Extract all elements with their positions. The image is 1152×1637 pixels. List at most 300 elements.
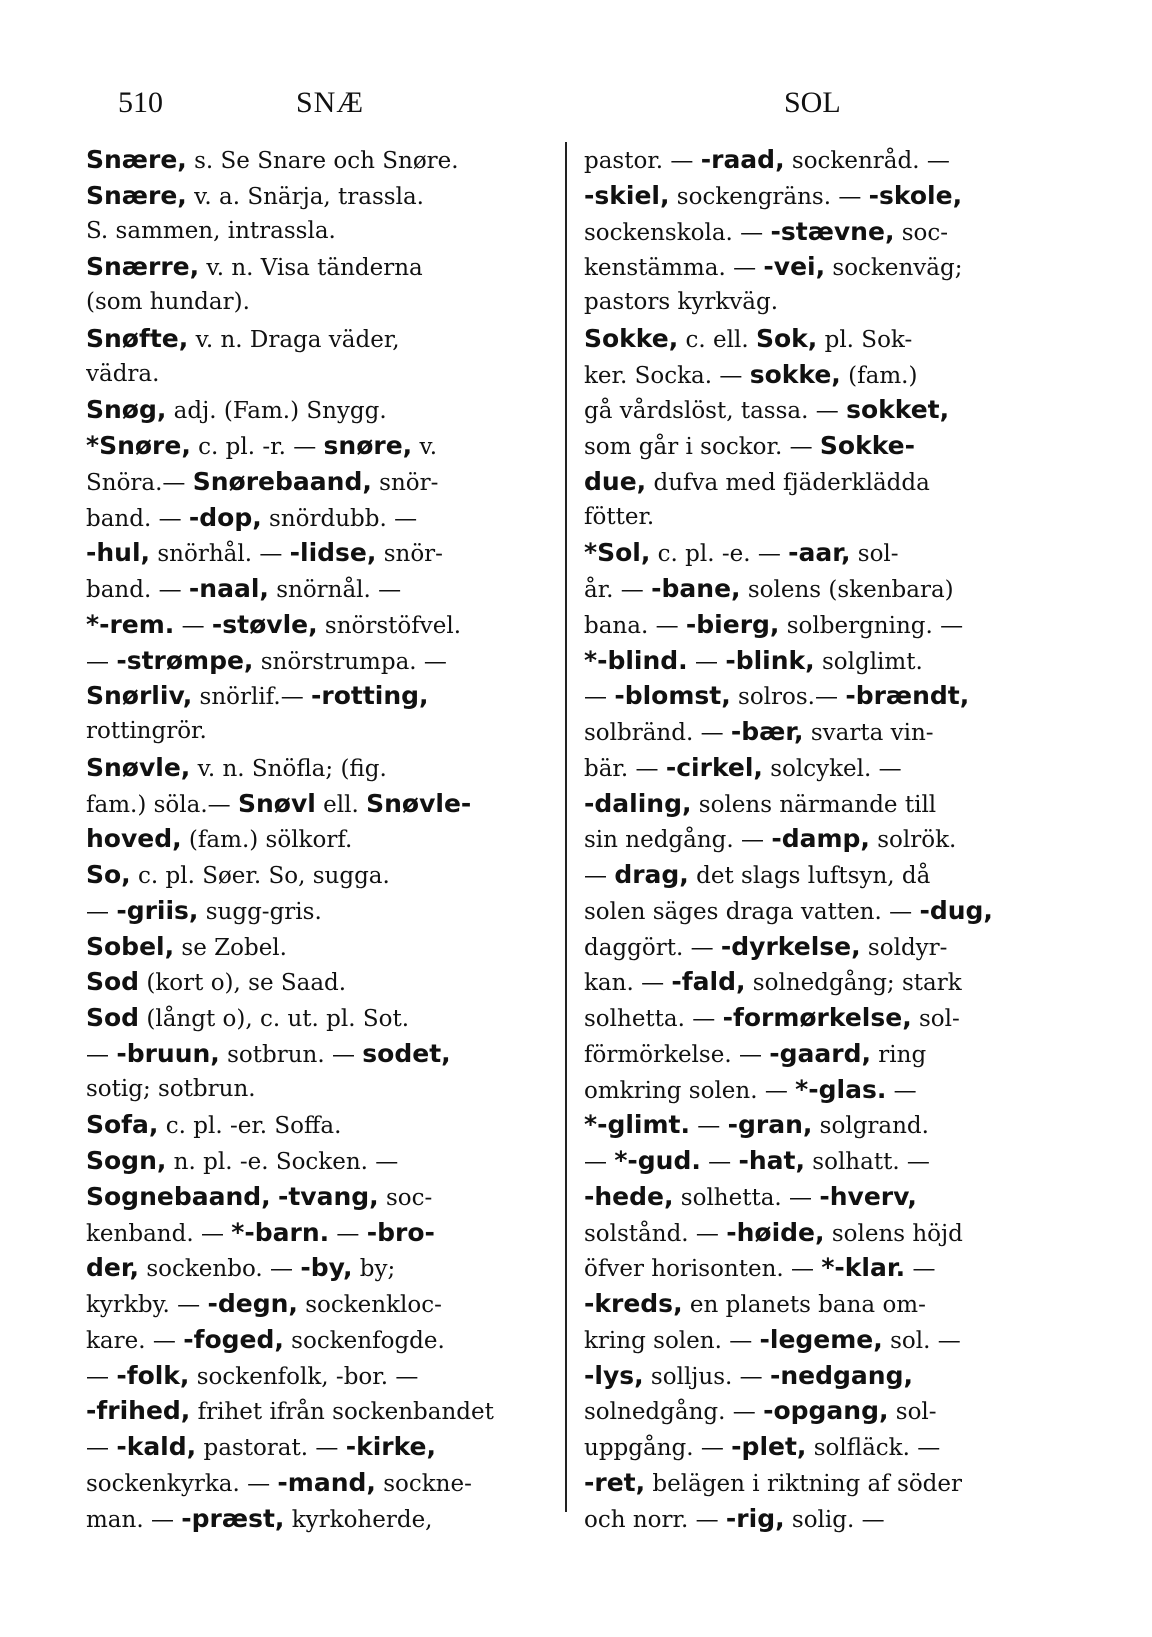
- definition-text: kenstämma. —: [584, 255, 764, 282]
- headword: -blink,: [725, 645, 815, 675]
- definition-text: öfver horisonten. —: [584, 1256, 822, 1283]
- definition-text: (kort o), se Saad.: [139, 970, 347, 997]
- dictionary-line: [86, 178, 534, 214]
- dictionary-line: [584, 321, 1054, 357]
- dictionary-line: [86, 1072, 534, 1108]
- dictionary-line: [86, 1036, 534, 1072]
- headword: Sod: [86, 1003, 140, 1032]
- definition-text: —: [86, 898, 117, 925]
- headword: -strømpe,: [116, 645, 254, 675]
- definition-text: belägen i riktning af söder: [645, 1470, 963, 1497]
- definition-text: (fam.) sölkorf.: [181, 827, 353, 854]
- definition-text: sotbrun. —: [219, 1041, 363, 1068]
- dictionary-line: [86, 821, 534, 857]
- headword: -lys,: [584, 1360, 644, 1390]
- definition-text: solhatt. —: [804, 1149, 930, 1175]
- headword: -hul,: [86, 538, 151, 568]
- dictionary-line: [86, 1393, 534, 1429]
- definition-text: —: [86, 1435, 117, 1461]
- definition-text: —: [174, 612, 212, 639]
- dictionary-line: [86, 893, 534, 929]
- headword: -hverv,: [819, 1181, 917, 1211]
- headword: Snørebaand,: [192, 466, 372, 496]
- headword: Snære,: [86, 145, 187, 174]
- dictionary-line: [584, 821, 1054, 857]
- definition-text: solig. —: [784, 1506, 885, 1533]
- definition-text: sugg-gris.: [198, 898, 322, 925]
- headword: *-gud.: [614, 1146, 701, 1175]
- page-header: [118, 86, 1044, 126]
- definition-text: kyrkoherde,: [284, 1506, 433, 1533]
- dictionary-line: [86, 1215, 534, 1251]
- headword: Snøvle-: [366, 788, 472, 818]
- definition-text: man. —: [86, 1506, 182, 1533]
- dictionary-line: [584, 1429, 1054, 1465]
- headword: Sokke,: [584, 323, 679, 353]
- definition-text: se Zobel.: [174, 934, 287, 961]
- definition-text: kan. —: [584, 970, 672, 997]
- column-divider: [565, 142, 567, 1512]
- headword: -folk,: [116, 1360, 190, 1390]
- headword: -kald,: [116, 1432, 197, 1461]
- headword: -formørkelse,: [722, 1003, 912, 1032]
- dictionary-line: [86, 1250, 534, 1286]
- definition-text: —: [886, 1077, 917, 1104]
- headword: -nedgang,: [769, 1360, 913, 1390]
- headword: -legeme,: [759, 1324, 883, 1354]
- definition-text: snörstrumpa. —: [253, 648, 447, 675]
- definition-text: sol-: [888, 1399, 937, 1426]
- definition-text: —: [689, 1113, 728, 1140]
- definition-text: sockengräns. —: [669, 183, 869, 210]
- definition-text: sockenfogde.: [283, 1327, 445, 1354]
- definition-text: —: [584, 863, 615, 889]
- definition-text: solrök.: [869, 827, 957, 854]
- headword: -damp,: [771, 824, 870, 854]
- dictionary-line: [86, 1143, 534, 1179]
- headword: snøre,: [323, 431, 413, 460]
- headword: -dop,: [188, 502, 262, 532]
- right-column: [584, 142, 1054, 1536]
- left-guide-word: SNÆ: [296, 86, 365, 119]
- definition-text: sockenskola. —: [584, 219, 771, 246]
- headword: -gran,: [727, 1110, 813, 1140]
- definition-text: solhetta. —: [584, 1006, 723, 1032]
- dictionary-line: [86, 285, 534, 321]
- definition-text: ring: [871, 1041, 927, 1068]
- dictionary-line: [584, 214, 1054, 250]
- headword: -fald,: [671, 967, 746, 997]
- definition-text: c. pl. -e. —: [650, 541, 789, 568]
- dictionary-line: [86, 1000, 534, 1036]
- definition-text: gå vårdslöst, tassa. —: [584, 398, 847, 425]
- definition-text: kare. —: [86, 1327, 184, 1354]
- definition-text: kenband. —: [86, 1220, 232, 1247]
- dictionary-line: [86, 714, 534, 750]
- headword: -naal,: [188, 574, 269, 603]
- dictionary-line: [86, 1501, 534, 1537]
- dictionary-line: [584, 964, 1054, 1000]
- headword: Snøg,: [86, 395, 167, 425]
- headword: -mand,: [277, 1467, 376, 1497]
- definition-text: solbränd. —: [584, 720, 731, 746]
- definition-text: snörstöfvel.: [317, 612, 462, 639]
- definition-text: solglimt.: [814, 648, 923, 675]
- dictionary-line: [584, 392, 1054, 428]
- dictionary-line: [86, 249, 534, 285]
- definition-text: sockenkloc-: [297, 1292, 442, 1318]
- definition-text: —: [86, 1363, 117, 1390]
- definition-text: omkring solen. —: [584, 1077, 796, 1104]
- dictionary-line: [584, 893, 1054, 929]
- definition-text: [271, 1185, 278, 1211]
- headword: *-glas.: [795, 1074, 887, 1104]
- headword: Sok,: [755, 323, 818, 353]
- definition-text: ker. Socka. —: [584, 362, 750, 389]
- headword: -bane,: [651, 574, 741, 603]
- definition-text: (fam.): [840, 362, 918, 389]
- headword: -tvang,: [277, 1181, 379, 1211]
- definition-text: —: [905, 1256, 936, 1283]
- headword: drag,: [614, 860, 689, 889]
- headword: Sokke-: [819, 431, 915, 460]
- definition-text: s. Se Snare och Snøre.: [186, 148, 459, 174]
- headword: -blomst,: [614, 681, 731, 711]
- dictionary-line: [86, 500, 534, 536]
- dictionary-line: [584, 1000, 1054, 1036]
- definition-text: snör-: [371, 469, 439, 496]
- definition-text: solljus. —: [643, 1363, 770, 1390]
- headword: due,: [584, 466, 647, 496]
- headword: *Snøre,: [86, 431, 191, 460]
- dictionary-line: [584, 1322, 1054, 1358]
- dictionary-line: [584, 1501, 1054, 1537]
- headword: der,: [86, 1253, 140, 1283]
- headword: Snøvle,: [86, 752, 191, 782]
- definition-text: soldyr-: [860, 934, 948, 961]
- headword: Snærre,: [86, 252, 200, 282]
- dictionary-line: [86, 750, 534, 786]
- dictionary-line: [584, 1107, 1054, 1143]
- definition-text: bär. —: [584, 755, 666, 782]
- headword: Snørliv,: [86, 681, 193, 711]
- definition-text: solhetta. —: [673, 1184, 820, 1211]
- definition-text: by;: [352, 1256, 396, 1283]
- headword: sokke,: [749, 359, 841, 389]
- definition-text: sockenbo. —: [139, 1256, 301, 1283]
- definition-text: (långt o), c. ut. pl. Sot.: [139, 1006, 410, 1032]
- dictionary-line: [86, 357, 534, 393]
- definition-text: sockenväg;: [825, 255, 963, 282]
- headword: *-blind.: [584, 645, 688, 675]
- definition-text: kring solen. —: [584, 1327, 760, 1354]
- dictionary-line: [584, 1072, 1054, 1108]
- headword: -præst,: [181, 1503, 285, 1533]
- definition-text: som går i sockor. —: [584, 434, 820, 460]
- dictionary-line: [584, 249, 1054, 285]
- definition-text: det slags luftsyn, då: [688, 863, 931, 889]
- definition-text: snördubb. —: [261, 505, 418, 532]
- definition-text: c. pl. -er. Soffa.: [158, 1113, 342, 1140]
- definition-text: uppgång. —: [584, 1435, 732, 1461]
- headword: -støvle,: [211, 609, 318, 639]
- headword: -plet,: [731, 1432, 807, 1461]
- definition-text: v.: [412, 434, 438, 460]
- dictionary-line: [86, 1429, 534, 1465]
- definition-text: band. —: [86, 577, 189, 603]
- page-number: 510: [118, 86, 163, 119]
- definition-text: solen säges draga vatten. —: [584, 898, 920, 925]
- headword: -hede,: [584, 1181, 674, 1211]
- definition-text: S. sammen, intrassla.: [86, 217, 336, 244]
- definition-text: år. —: [584, 577, 652, 603]
- headword: Sognebaand,: [86, 1181, 271, 1211]
- dictionary-line: [584, 1286, 1054, 1322]
- definition-text: dufva med fjäderklädda: [646, 469, 930, 496]
- definition-text: snörnål. —: [268, 577, 402, 603]
- dictionary-line: [584, 714, 1054, 750]
- headword: -bær,: [730, 717, 804, 746]
- dictionary-line: [86, 1179, 534, 1215]
- definition-text: fötter.: [584, 503, 655, 530]
- dictionary-line: [584, 1179, 1054, 1215]
- dictionary-line: [584, 357, 1054, 393]
- headword: -skiel,: [584, 180, 670, 210]
- headword: hoved,: [86, 824, 182, 854]
- headword: -brændt,: [845, 681, 970, 711]
- definition-text: sol-: [911, 1006, 960, 1032]
- definition-text: solfläck. —: [806, 1435, 941, 1461]
- dictionary-line: [584, 142, 1054, 178]
- dictionary-line: [584, 500, 1054, 536]
- dictionary-line: [584, 750, 1054, 786]
- definition-text: v. n. Snöfla; (fig.: [190, 755, 387, 782]
- headword: -opgang,: [763, 1396, 889, 1426]
- definition-text: sockenkyrka. —: [86, 1470, 278, 1497]
- dictionary-line: [86, 678, 534, 714]
- definition-text: solstånd. —: [584, 1220, 727, 1247]
- definition-text: en planets bana om-: [682, 1292, 926, 1318]
- dictionary-line: [584, 786, 1054, 822]
- headword: Snære,: [86, 180, 187, 210]
- headword: -gaard,: [769, 1038, 871, 1068]
- definition-text: rottingrör.: [86, 718, 207, 744]
- headword: -rig,: [725, 1503, 785, 1533]
- headword: Sogn,: [86, 1146, 167, 1175]
- headword: -vei,: [763, 252, 826, 282]
- definition-text: ell.: [315, 791, 367, 818]
- definition-text: daggört. —: [584, 934, 721, 961]
- headword: -bro-: [366, 1217, 435, 1247]
- headword: *-glimt.: [584, 1110, 690, 1140]
- definition-text: band. —: [86, 505, 189, 532]
- definition-text: sockenfolk, -bor. —: [189, 1363, 419, 1390]
- headword: Sod: [86, 967, 140, 997]
- dictionary-line: [86, 964, 534, 1000]
- definition-text: förmörkelse. —: [584, 1041, 770, 1068]
- definition-text: bana. —: [584, 612, 686, 639]
- definition-text: solens höjd: [824, 1220, 963, 1247]
- headword: So,: [86, 860, 131, 889]
- headword: -lidse,: [289, 538, 377, 568]
- headword: -by,: [300, 1253, 353, 1283]
- dictionary-line: [584, 428, 1054, 464]
- definition-text: kyrkby. —: [86, 1292, 208, 1318]
- dictionary-line: [584, 1358, 1054, 1394]
- left-column: [86, 142, 534, 1536]
- definition-text: snör-: [376, 541, 443, 568]
- definition-text: frihet ifrån sockenbandet: [190, 1399, 494, 1426]
- definition-text: c. ell.: [678, 326, 756, 353]
- headword: -degn,: [207, 1289, 298, 1318]
- definition-text: sotig; sotbrun.: [86, 1075, 256, 1102]
- definition-text: —: [86, 648, 117, 675]
- dictionary-line: [86, 1107, 534, 1143]
- headword: -stævne,: [770, 216, 895, 246]
- definition-text: pastor. —: [584, 148, 701, 174]
- definition-text: solbergning. —: [779, 612, 964, 639]
- definition-text: fam.) söla.—: [86, 791, 238, 818]
- definition-text: solgrand.: [812, 1113, 929, 1140]
- definition-text: solnedgång; stark: [745, 970, 962, 997]
- definition-text: —: [329, 1220, 367, 1247]
- headword: -cirkel,: [665, 752, 763, 782]
- headword: -daling,: [584, 788, 692, 818]
- dictionary-line: [86, 214, 534, 250]
- definition-text: solnedgång. —: [584, 1399, 764, 1426]
- dictionary-line: [86, 929, 534, 965]
- headword: sokket,: [846, 395, 950, 425]
- headword: *-rem.: [86, 609, 175, 639]
- dictionary-line: [584, 178, 1054, 214]
- headword: -dyrkelse,: [720, 931, 861, 961]
- definition-text: v. n. Visa tänderna: [199, 255, 423, 282]
- headword: -raad,: [700, 145, 785, 174]
- headword: -skole,: [868, 180, 963, 210]
- headword: *-klar.: [821, 1253, 906, 1283]
- headword: -frihed,: [86, 1396, 191, 1426]
- dictionary-line: [86, 1286, 534, 1322]
- definition-text: adj. (Fam.) Snygg.: [166, 398, 387, 425]
- headword: -dug,: [919, 895, 993, 925]
- dictionary-line: [86, 571, 534, 607]
- dictionary-line: [86, 607, 534, 643]
- headword: -bruun,: [116, 1038, 220, 1068]
- definition-text: c. pl. Søer. So, sugga.: [130, 863, 390, 889]
- dictionary-line: [584, 1215, 1054, 1251]
- headword: Snøfte,: [86, 323, 189, 353]
- dictionary-line: [86, 857, 534, 893]
- dictionary-line: [584, 678, 1054, 714]
- definition-text: solens (skenbara): [740, 577, 954, 603]
- headword: sodet,: [362, 1038, 451, 1068]
- dictionary-line: [584, 1036, 1054, 1072]
- dictionary-line: [584, 929, 1054, 965]
- definition-text: v. a. Snärja, trassla.: [186, 183, 424, 210]
- definition-text: pl. Sok-: [817, 326, 913, 353]
- headword: -griis,: [116, 895, 199, 925]
- dictionary-line: [584, 1393, 1054, 1429]
- dictionary-line: [584, 535, 1054, 571]
- definition-text: solros.—: [730, 684, 846, 711]
- headword: -kreds,: [584, 1289, 683, 1318]
- headword: -rotting,: [311, 681, 429, 711]
- dictionary-line: [86, 142, 534, 178]
- headword: -ret,: [584, 1467, 646, 1497]
- definition-text: svarta vin-: [803, 720, 934, 746]
- definition-text: —: [584, 1149, 615, 1175]
- definition-text: soc-: [894, 219, 949, 246]
- dictionary-line: [584, 285, 1054, 321]
- dictionary-line: [584, 571, 1054, 607]
- dictionary-line: [584, 1143, 1054, 1179]
- definition-text: sol. —: [882, 1327, 961, 1354]
- headword: -kirke,: [345, 1432, 436, 1461]
- dictionary-line: [86, 392, 534, 428]
- headword: -bierg,: [685, 609, 780, 639]
- definition-text: n. pl. -e. Socken. —: [166, 1149, 399, 1175]
- definition-text: (som hundar).: [86, 289, 250, 315]
- dictionary-line: [86, 786, 534, 822]
- definition-text: solcykel. —: [762, 755, 902, 782]
- dictionary-line: [86, 643, 534, 679]
- definition-text: sockne-: [375, 1470, 472, 1497]
- definition-text: —: [584, 684, 615, 711]
- dictionary-line: [584, 1250, 1054, 1286]
- definition-text: sin nedgång. —: [584, 827, 772, 854]
- definition-text: sol-: [850, 541, 899, 568]
- headword: -hat,: [738, 1146, 805, 1175]
- definition-text: snörhål. —: [150, 541, 290, 568]
- dictionary-line: [86, 1358, 534, 1394]
- definition-text: snörlif.—: [192, 684, 311, 711]
- dictionary-line: [584, 464, 1054, 500]
- definition-text: v. n. Draga väder,: [188, 326, 400, 353]
- definition-text: —: [687, 648, 726, 675]
- dictionary-line: [86, 428, 534, 464]
- dictionary-line: [86, 1465, 534, 1501]
- definition-text: vädra.: [86, 360, 160, 387]
- headword: -aar,: [788, 538, 851, 568]
- right-guide-word: SOL: [784, 86, 841, 119]
- definition-text: pastorat. —: [196, 1435, 346, 1461]
- dictionary-line: [86, 535, 534, 571]
- dictionary-line: [86, 1322, 534, 1358]
- definition-text: sockenråd. —: [784, 148, 950, 174]
- dictionary-line: [86, 464, 534, 500]
- definition-text: Snöra.—: [86, 469, 193, 496]
- definition-text: —: [700, 1149, 739, 1175]
- definition-text: —: [86, 1041, 117, 1068]
- dictionary-line: [584, 607, 1054, 643]
- headword: Sobel,: [86, 931, 175, 961]
- dictionary-line: [584, 643, 1054, 679]
- definition-text: soc-: [378, 1184, 433, 1211]
- definition-text: c. pl. -r. —: [190, 434, 324, 460]
- headword: -foged,: [183, 1324, 284, 1354]
- definition-text: pastors kyrkväg.: [584, 289, 779, 315]
- definition-text: solens närmande till: [691, 791, 937, 818]
- headword: Sofa,: [86, 1110, 159, 1140]
- headword: Snøvl: [237, 788, 316, 818]
- definition-text: och norr. —: [584, 1506, 726, 1533]
- headword: *-barn.: [231, 1217, 330, 1247]
- dictionary-line: [584, 857, 1054, 893]
- headword: *Sol,: [584, 538, 651, 568]
- dictionary-line: [86, 321, 534, 357]
- dictionary-line: [584, 1465, 1054, 1501]
- headword: -høide,: [726, 1217, 825, 1247]
